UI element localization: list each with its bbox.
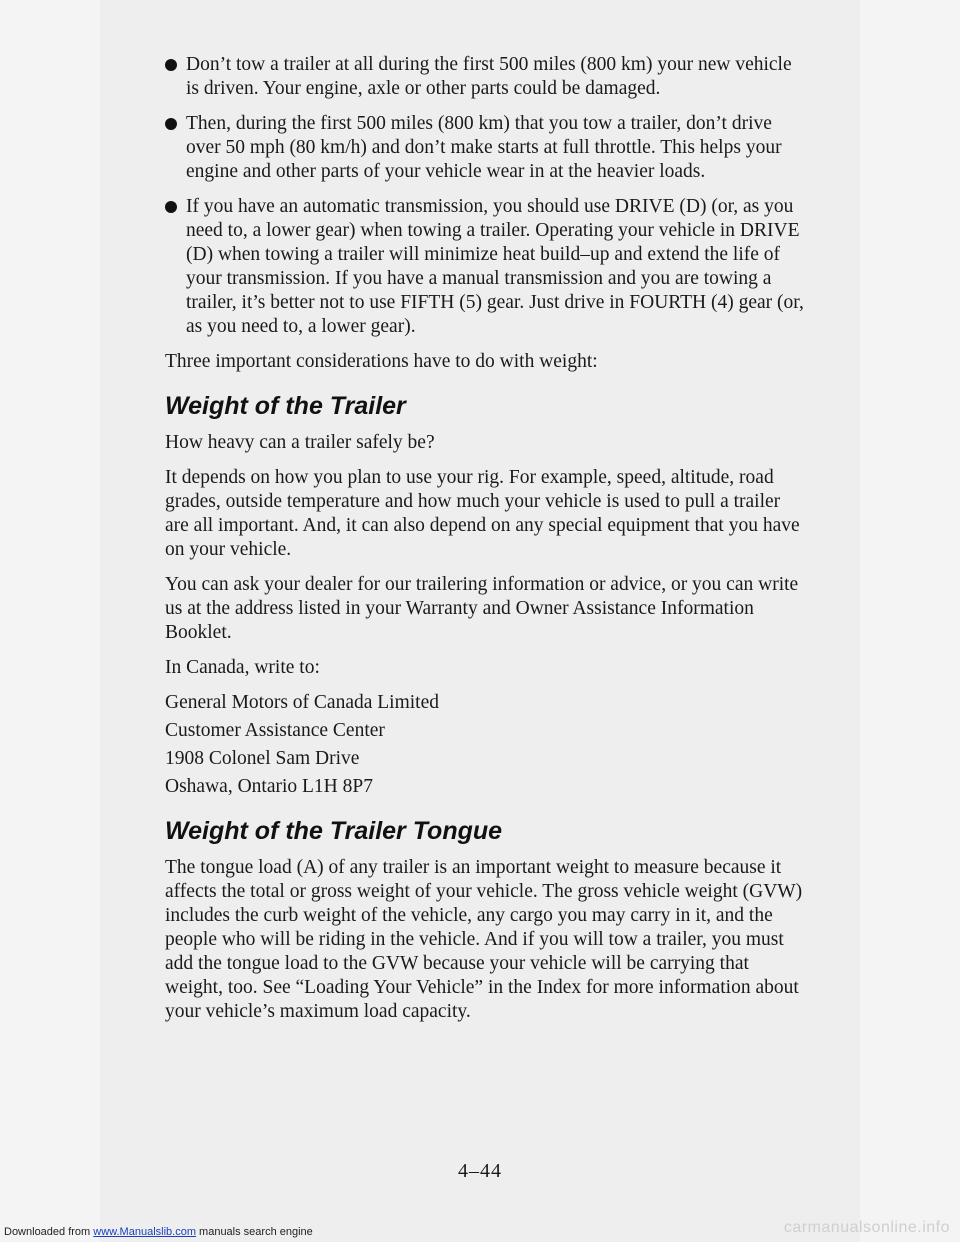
intro-paragraph: Three important considerations have to do with weight:: [165, 351, 598, 372]
section-heading-weight-of-trailer: Weight of the Trailer: [165, 392, 406, 420]
paragraph: The tongue load (A) of any trailer is an important weight to measure because it affects the total or gross weight of your vehicle. The gross vehicle weight (GVW) includes the curb weight of the vehicle, any cargo you may carry in it, and the people who will be riding in the vehicle. And if you will tow a trailer, you must add the tongue load to the GVW because your vehicle will be carrying that weight, too. See “Loading Your Vehicle” in the Index for more information about your vehicle’s maximum load capacity.: [165, 857, 803, 1022]
watermark-suffix: manuals search engine: [195, 1226, 313, 1238]
mailing-address: [165, 691, 805, 799]
site-watermark: carmanualsonline.info: [783, 1219, 950, 1236]
paragraph: How heavy can a trailer safely be?: [165, 432, 435, 453]
download-watermark: [4, 1226, 313, 1238]
bullet-dot-icon: [165, 118, 177, 130]
bullet-text: Don’t tow a trailer at all during the first 500 miles (800 km) your new vehicle is driven. Your engine, axle or other parts could be damaged.: [186, 54, 792, 99]
watermark-prefix: Downloaded from: [4, 1226, 94, 1238]
paragraph: You can ask your dealer for our trailering information or advice, or you can write us at the address listed in your Warranty and Owner Assistance Information Booklet.: [165, 574, 799, 643]
bullet-text: If you have an automatic transmission, you should use DRIVE (D) (or, as you need to, a lower gear) when towing a trailer. Operating your vehicle in DRIVE (D) when towing a trailer will minimize heat build–up and extend the life of your transmission. If you have a manual transmission and you are towing a trailer, it’s better not to use FIFTH (5) gear. Just drive in FOURTH (4) gear (or, as you need to, a lower gear).: [186, 196, 804, 337]
manualslib-link[interactable]: www.Manualslib.com: [93, 1226, 196, 1238]
paragraph: In Canada, write to:: [165, 657, 320, 678]
bullet-text: Then, during the first 500 miles (800 km) that you tow a trailer, don’t drive over 50 mph (80 km/h) and don’t make starts at full throttle. This helps your engine and other parts of your vehicle wear in at the heavier loads.: [186, 113, 782, 182]
page-content: [165, 53, 805, 1035]
paragraph: It depends on how you plan to use your rig. For example, speed, altitude, road grades, outside temperature and how much your vehicle is used to pull a trailer are all important. And, it can also depend on any special equipment that you have on your vehicle.: [165, 467, 800, 560]
bullet-item: [165, 112, 805, 184]
bullet-item: [165, 195, 805, 339]
address-line: General Motors of Canada Limited: [165, 692, 439, 713]
address-line: Customer Assistance Center: [165, 720, 385, 741]
address-line: 1908 Colonel Sam Drive: [165, 748, 360, 769]
bullet-dot-icon: [165, 59, 177, 71]
bullet-item: [165, 53, 805, 101]
address-line: Oshawa, Ontario L1H 8P7: [165, 776, 373, 797]
section-heading-weight-of-tongue: Weight of the Trailer Tongue: [165, 817, 503, 845]
bullet-dot-icon: [165, 201, 177, 213]
page-number: 4–44: [458, 1160, 502, 1182]
